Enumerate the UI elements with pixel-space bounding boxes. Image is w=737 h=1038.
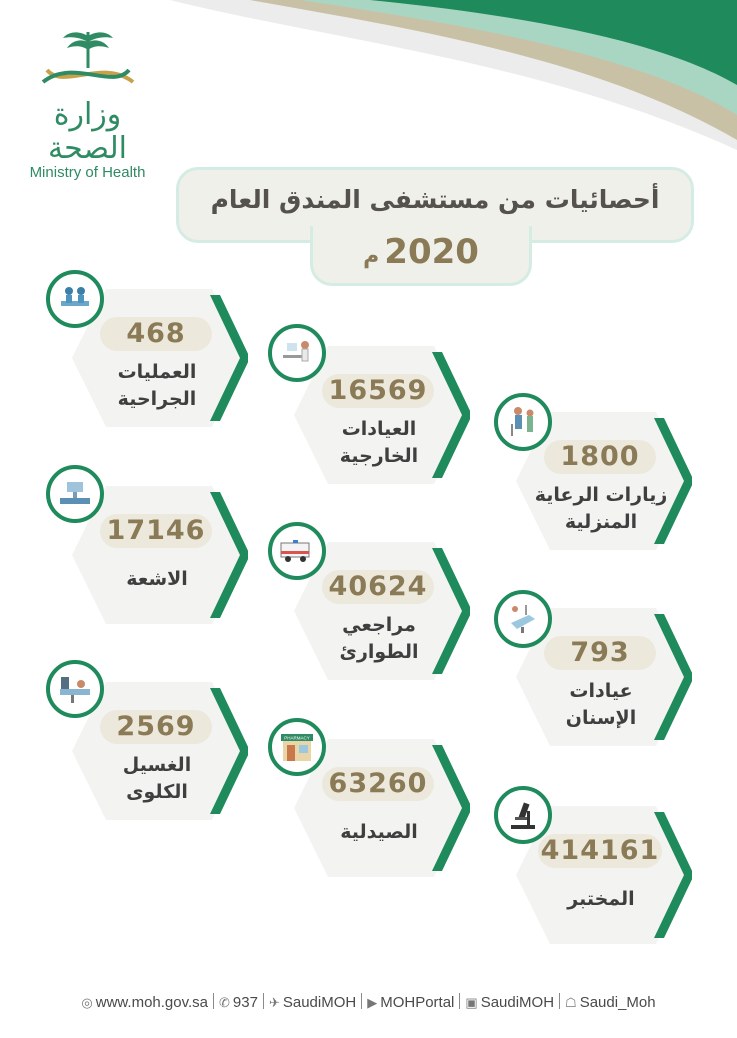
stat-value: 16569 <box>322 374 434 408</box>
pharmacy-sign-text: PHARMACY <box>284 735 310 741</box>
footer-twitter[interactable] <box>269 994 356 1011</box>
pharmacy-icon <box>268 718 326 776</box>
stat-label-line2: الكلوى <box>126 781 188 803</box>
stat-label-line1: عيادات <box>569 680 633 702</box>
stat-label-line1: المختبر <box>567 888 635 910</box>
stat-label <box>88 359 226 413</box>
stat-label-line2: الطوارئ <box>339 641 419 663</box>
stat-label-line2: المنزلية <box>564 511 638 533</box>
twitter-icon: ✈ <box>268 995 280 1010</box>
page-title: أحصائيات من مستشفى المندق العام <box>210 185 660 214</box>
footer-youtube[interactable] <box>367 994 454 1011</box>
stat-value: 40624 <box>322 570 434 604</box>
stat-label <box>88 752 226 806</box>
phone-icon: ✆ <box>219 995 230 1010</box>
year-value: 2020 <box>384 232 479 272</box>
palm-swords-emblem-icon <box>33 28 143 96</box>
stat-label-line1: الصيدلية <box>340 821 418 843</box>
logo-english-name: Ministry of Health <box>29 164 146 181</box>
snapchat-icon: ☖ <box>565 995 577 1010</box>
stat-label-line2: الإسنان <box>565 707 637 729</box>
footer-contacts <box>0 993 737 1023</box>
footer-phone[interactable] <box>219 994 258 1011</box>
stat-value: 17146 <box>100 514 212 548</box>
moh-logo <box>10 28 165 181</box>
year-suffix: م <box>363 244 380 269</box>
stat-label <box>310 819 448 846</box>
logo-arabic-name: وزارة الصحة <box>48 97 127 166</box>
twitter-text: SaudiMOH <box>282 994 357 1011</box>
radiology-icon <box>46 465 104 523</box>
microscope-icon <box>494 786 552 844</box>
footer-website[interactable] <box>81 994 208 1011</box>
stat-label-line1: زيارات الرعاية <box>534 484 668 506</box>
phone-text: 937 <box>232 994 258 1011</box>
stat-label-line2: الخارجية <box>339 445 419 467</box>
divider <box>263 993 264 1009</box>
stat-value: 468 <box>100 317 212 351</box>
dialysis-icon <box>46 660 104 718</box>
stat-label-line1: الغسيل <box>122 754 192 776</box>
stat-label <box>88 566 226 593</box>
stat-value: 63260 <box>322 767 434 801</box>
website-text: www.moh.gov.sa <box>95 994 208 1011</box>
stat-label <box>310 416 448 470</box>
stat-label <box>532 678 670 732</box>
stat-label-line1: العيادات <box>341 418 417 440</box>
facebook-text: SaudiMOH <box>480 994 555 1011</box>
stat-label-line1: مراجعي <box>342 614 416 636</box>
clinic-icon <box>268 324 326 382</box>
stat-value: 414161 <box>538 834 662 868</box>
stat-label <box>532 886 670 913</box>
footer-snapchat[interactable] <box>565 994 656 1011</box>
divider <box>559 993 560 1009</box>
year-banner <box>310 226 532 286</box>
divider <box>459 993 460 1009</box>
facebook-icon: ▣ <box>465 995 478 1010</box>
globe-icon: ◎ <box>81 995 93 1010</box>
surgery-icon <box>46 270 104 328</box>
divider <box>361 993 362 1009</box>
footer-facebook[interactable] <box>465 994 554 1011</box>
stat-label <box>532 482 670 536</box>
ambulance-icon <box>268 522 326 580</box>
dental-chair-icon <box>494 590 552 648</box>
stat-value: 2569 <box>100 710 212 744</box>
stat-label <box>310 612 448 666</box>
home-care-icon <box>494 393 552 451</box>
stat-label-line1: العمليات <box>117 361 197 383</box>
youtube-icon: ▶ <box>367 995 378 1010</box>
stat-label-line1: الاشعة <box>126 568 188 590</box>
stat-value: 793 <box>544 636 656 670</box>
stat-value: 1800 <box>544 440 656 474</box>
stat-label-line2: الجراحية <box>117 388 197 410</box>
snapchat-text: Saudi_Moh <box>579 994 656 1011</box>
divider <box>213 993 214 1009</box>
youtube-text: MOHPortal <box>380 994 455 1011</box>
